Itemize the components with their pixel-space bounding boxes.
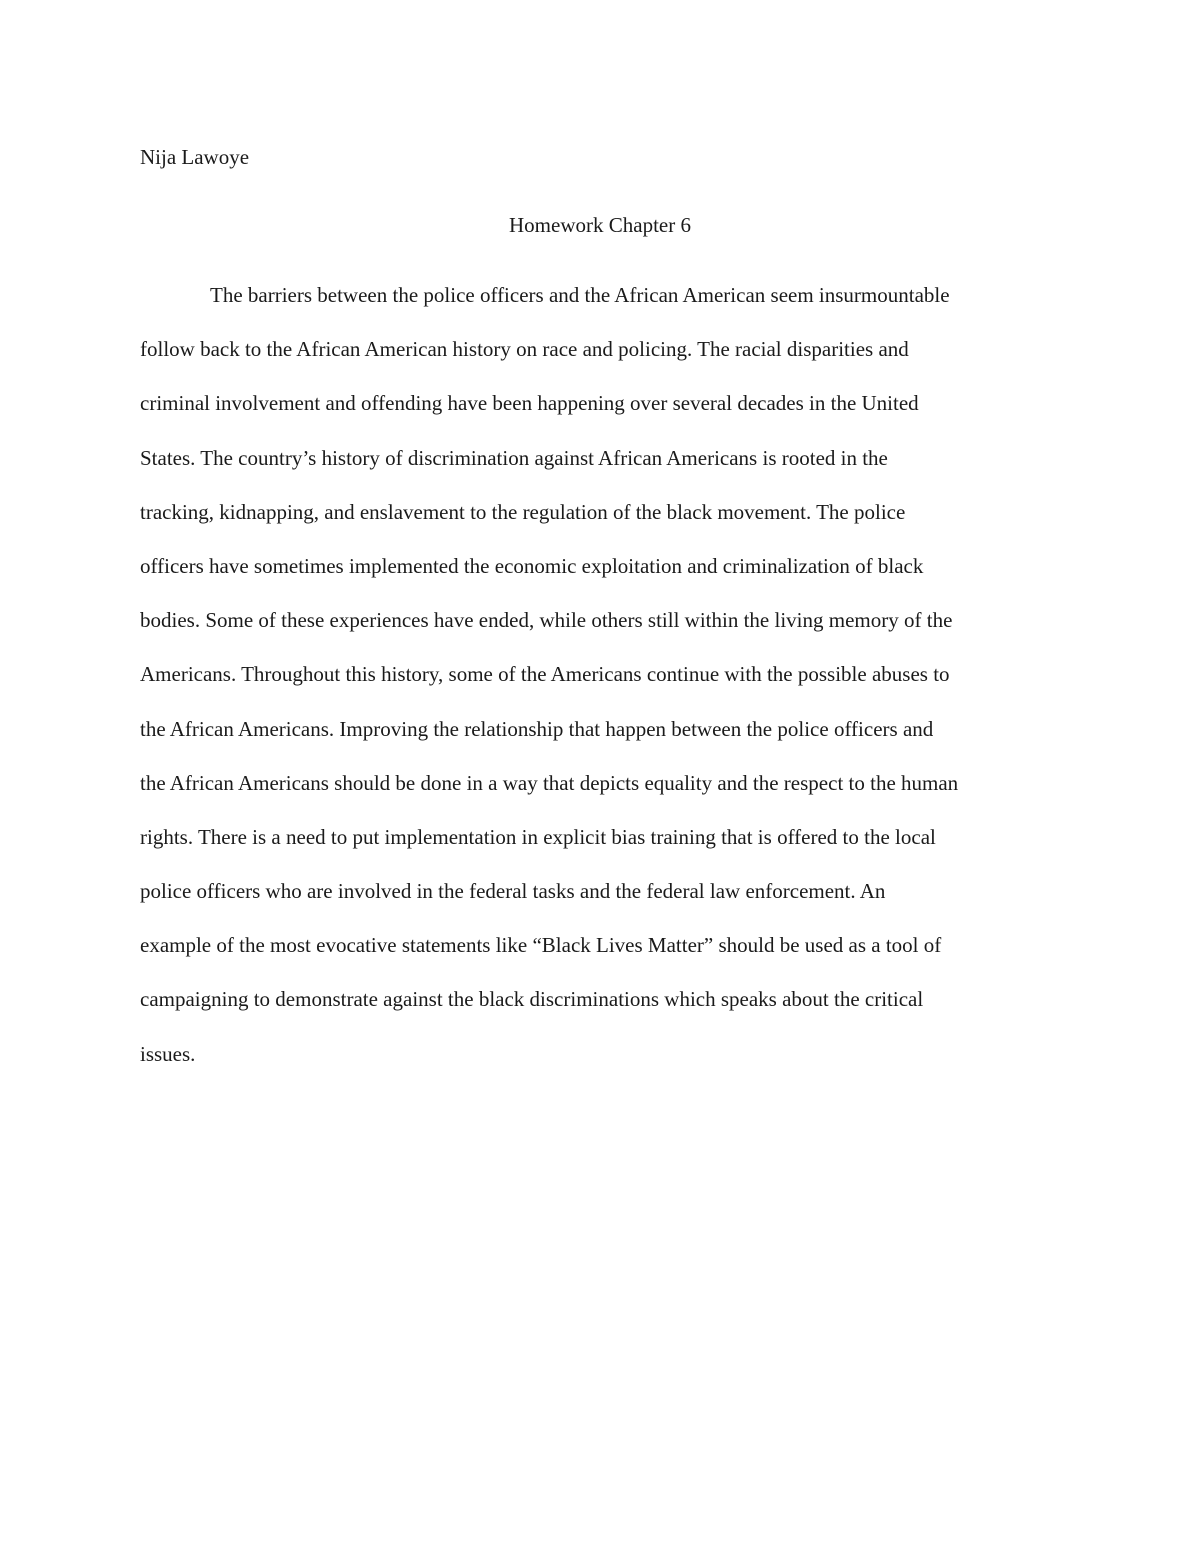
author-name: Nija Lawoye [140, 145, 250, 169]
paragraph-line: bodies. Some of these experiences have ended, while others still within the living memory of the [140, 608, 953, 633]
paragraph-line: police officers who are involved in the federal tasks and the federal law enforcement. An [140, 879, 886, 904]
paragraph-line: campaigning to demonstrate against the black discriminations which speaks about the critical [140, 987, 924, 1012]
paragraph-line: officers have sometimes implemented the economic exploitation and criminalization of black [140, 553, 924, 578]
body-paragraph [140, 281, 1080, 1094]
paragraph-line: criminal involvement and offending have been happening over several decades in the United [140, 391, 919, 416]
paragraph-line: The barriers between the police officers and the African American seem insurmountable [210, 283, 950, 307]
paragraph-line: States. The country’s history of discrimination against African Americans is rooted in the [140, 445, 888, 470]
paragraph-line: the African Americans should be done in a way that depicts equality and the respect to the human [140, 770, 959, 795]
paragraph-line: follow back to the African American history on race and policing. The racial disparities and [140, 337, 909, 362]
paragraph-line: rights. There is a need to put implementation in explicit bias training that is offered to the local [140, 824, 936, 849]
paragraph-line: the African Americans. Improving the relationship that happen between the police officers and [140, 716, 934, 741]
paragraph-line: issues. [140, 1041, 196, 1066]
paragraph-line: tracking, kidnapping, and enslavement to the regulation of the black movement. The police [140, 499, 906, 524]
document-title: Homework Chapter 6 [509, 213, 691, 237]
paragraph-line: Americans. Throughout this history, some of the Americans continue with the possible abuses to [140, 662, 950, 687]
paragraph-line: example of the most evocative statements like “Black Lives Matter” should be used as a tool of [140, 933, 942, 958]
